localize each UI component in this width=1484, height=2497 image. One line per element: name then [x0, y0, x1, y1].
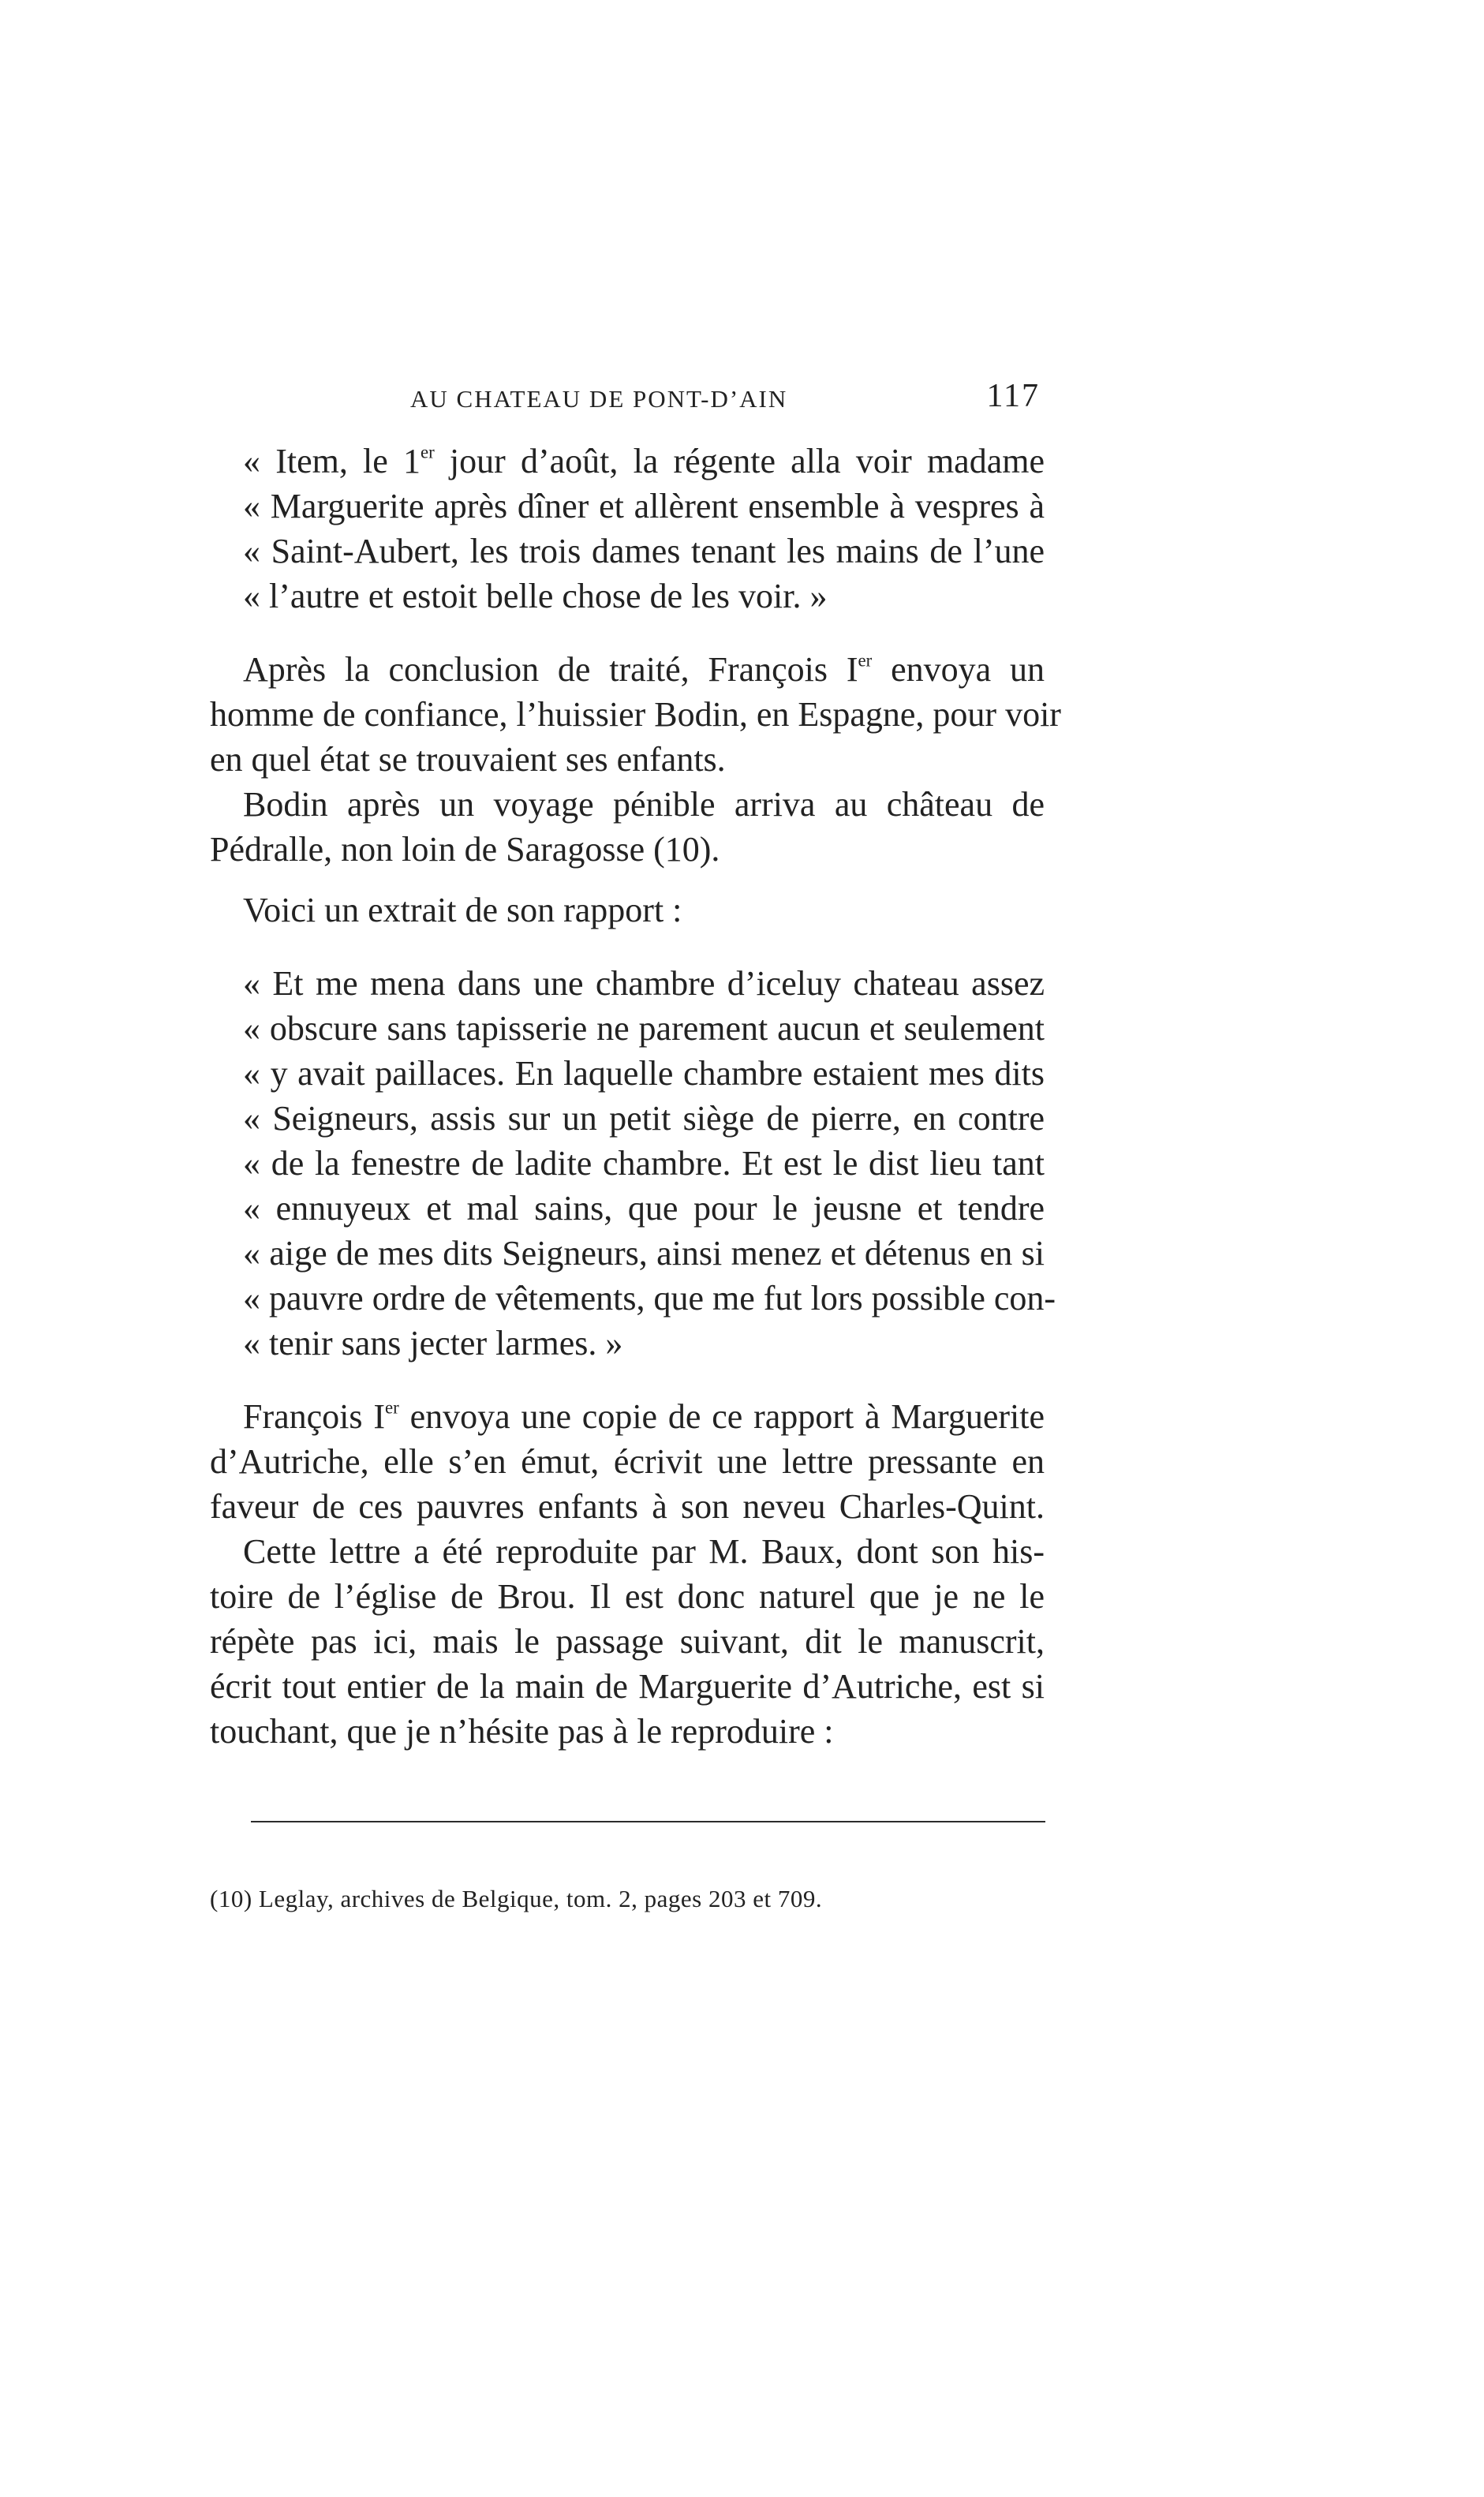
text-line: « pauvre ordre de vêtements, que me fut lors possible con-	[243, 1279, 1056, 1318]
text-line: en quel état se trouvaient ses enfants.	[210, 740, 726, 779]
text-line: « Marguerite après dîner et allèrent ensemble à vespres à	[243, 487, 1045, 525]
text-line: « Item, le 1er jour d’août, la régente alla voir madame	[243, 442, 1045, 480]
text-line: Pédralle, non loin de Saragosse (10).	[210, 830, 720, 869]
text-line: Bodin après un voyage pénible arriva au château de	[243, 785, 1045, 824]
page-header	[210, 374, 1045, 424]
page-number: 117	[986, 378, 1040, 414]
ordinal-superscript: er	[420, 442, 435, 462]
text-line: toire de l’église de Brou. Il est donc naturel que je ne le	[210, 1577, 1045, 1616]
paragraph-quote-item	[210, 439, 1045, 619]
paragraph-copy	[210, 1394, 1045, 1529]
text-line: homme de confiance, l’huissier Bodin, en Espagne, pour voir	[210, 695, 1061, 734]
text-line: écrit tout entier de la main de Marguerite d’Autriche, est si	[210, 1667, 1045, 1706]
running-head: AU CHATEAU DE PONT-D’AIN	[410, 385, 788, 413]
text-line: « ennuyeux et mal sains, que pour le jeusne et tendre	[243, 1189, 1045, 1228]
paragraph-extract	[210, 888, 1045, 933]
text-line: Cette lettre a été reproduite par M. Baux, dont son his-	[243, 1532, 1045, 1571]
text-line: Après la conclusion de traité, François Ier envoya un	[243, 650, 1045, 689]
text-line: répète pas ici, mais le passage suivant, dit le manuscrit,	[210, 1622, 1045, 1661]
paragraph-gap	[210, 1366, 1045, 1394]
text-line: touchant, que je n’hésite pas à le reproduire :	[210, 1712, 834, 1751]
text-line: « Seigneurs, assis sur un petit siège de pierre, en contre	[243, 1099, 1045, 1138]
text-line: « tenir sans jecter larmes. »	[243, 1324, 623, 1363]
text-line: « obscure sans tapisserie ne parement aucun et seulement	[243, 1009, 1045, 1048]
text-line: « aige de mes dits Seigneurs, ainsi menez et détenus en si	[243, 1234, 1045, 1273]
paragraph-report-quote	[210, 961, 1056, 1366]
text-line: François Ier envoya une copie de ce rapport à Marguerite	[243, 1397, 1045, 1436]
text-line: « Saint-Aubert, les trois dames tenant les mains de l’une	[243, 532, 1045, 570]
paragraph-gap	[210, 872, 1045, 888]
paragraph-gap	[210, 619, 1045, 647]
ordinal-superscript: er	[385, 1397, 399, 1418]
footnote-rule	[251, 1821, 1045, 1822]
book-page	[210, 374, 1061, 1912]
text-line: « l’autre et estoit belle chose de les voir. »	[243, 577, 828, 615]
text-line: « Et me mena dans une chambre d’iceluy chateau assez	[243, 964, 1045, 1003]
text-line: « de la fenestre de ladite chambre. Et est le dist lieu tant	[243, 1144, 1045, 1183]
text-line: faveur de ces pauvres enfants à son neveu Charles-Quint.	[210, 1487, 1045, 1526]
paragraph-bodin	[210, 782, 1045, 872]
text-line: Voici un extrait de son rapport :	[243, 891, 682, 929]
ordinal-superscript: er	[858, 650, 873, 671]
paragraph-letter	[210, 1529, 1045, 1754]
paragraph-gap	[210, 933, 1045, 961]
text-line: d’Autriche, elle s’en émut, écrivit une lettre pressante en	[210, 1442, 1045, 1481]
text-line: « y avait paillaces. En laquelle chambre estaient mes dits	[243, 1054, 1045, 1093]
paragraph-treaty	[210, 647, 1061, 782]
footnote: (10) Leglay, archives de Belgique, tom. 2, pages 203 et 709.	[210, 1885, 823, 1912]
